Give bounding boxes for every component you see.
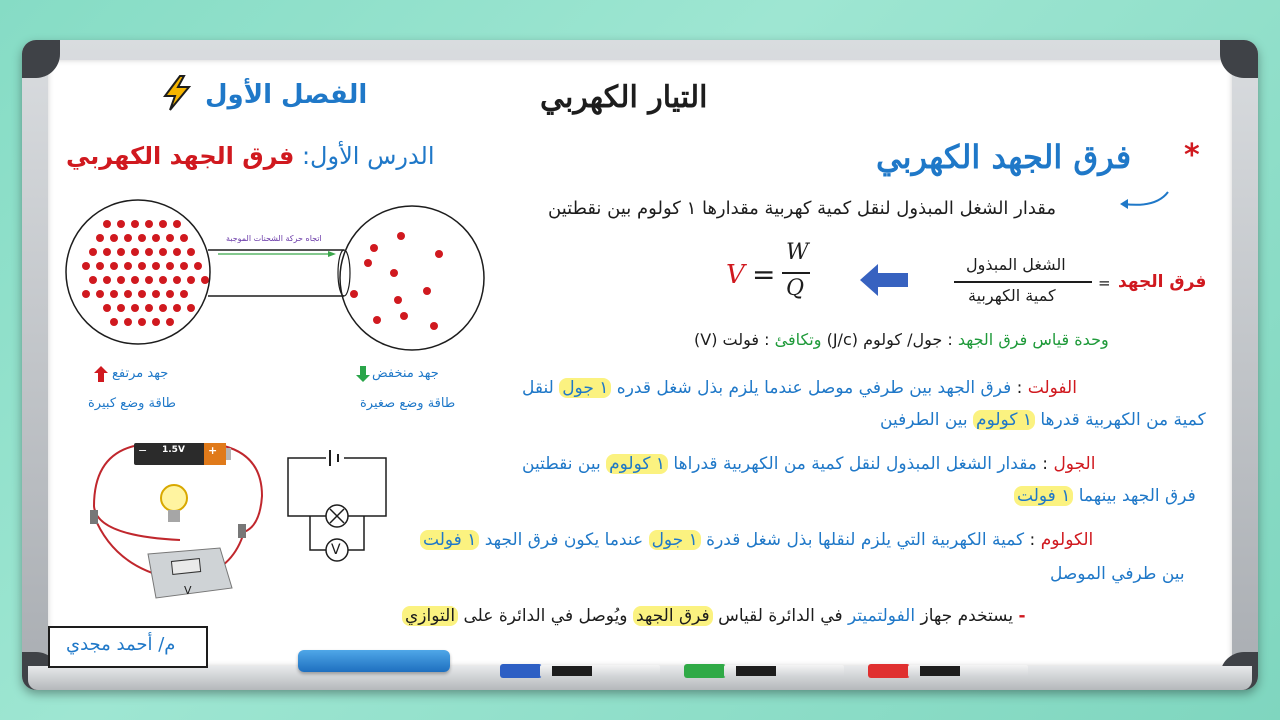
chapter-title: الفصل الأول [205,80,368,110]
formula-label: فرق الجهد [1118,272,1207,292]
charge-dot [103,276,111,284]
definition-coulomb: الكولوم : كمية الكهربية التي يلزم لنقلها بذل شغل قدرة ١ جول عندما يكون فرق الجهد ١ فولت [420,530,1093,550]
charge-dot [180,290,188,298]
formula-w: W [786,240,809,265]
charge-dot [131,248,139,256]
term-volt: الفولت [1027,378,1077,398]
charge-dot [166,262,174,270]
definition-coulomb-cont: بين طرفي الموصل [1050,564,1185,584]
formula-equals: = [1098,274,1111,292]
battery-plus: + [208,444,218,457]
section-definition: مقدار الشغل المبذول لنقل كمية كهربية مقدارها ١ كولوم بين نقطتين [548,198,1057,219]
green-marker [684,664,844,678]
left-caption-1: جهد مرتفع [112,366,169,381]
charge-dot [96,262,104,270]
fraction-bar [782,272,810,274]
section-star: * [1184,138,1200,173]
formula-numerator: الشغل المبذول [966,255,1066,274]
formula-symbol: V [726,260,745,290]
bulb-icon [161,485,187,522]
charge-dot [131,220,139,228]
conducting-wire [208,250,344,296]
charge-dot [173,304,181,312]
charge-dot [82,290,90,298]
charge-flow-diagram [62,196,492,356]
battery-minus: − [138,444,148,457]
low-potential-sphere [340,206,484,350]
charge-dot [166,318,174,326]
lesson-name: فرق الجهد الكهربي [66,142,295,170]
charge-dot [180,262,188,270]
charge-dot [131,276,139,284]
voltmeter-note: - يستخدم جهاز الفولتميتر في الدائرة لقياس فرق الجهد ويُوصل في الدائرة على التوازي [402,606,1026,626]
blue-marker [500,664,660,678]
arrow-left-icon [858,262,910,298]
charge-dot [117,220,125,228]
term-coulomb: الكولوم [1040,530,1094,550]
charge-dot [89,248,97,256]
lesson-title [66,142,435,170]
circuit-illustration [84,436,274,616]
charge-dot [124,318,132,326]
battery-label: 1.5V [162,445,185,455]
charge-dot [166,234,174,242]
charge-dot [103,220,111,228]
fraction-bar [954,281,1092,283]
charge-dot [82,262,90,270]
charge-dot [152,318,160,326]
unit-equivalent-label: وتكافئ [774,330,822,349]
red-marker [868,664,1028,678]
charge-dot [159,248,167,256]
charge-dot [96,290,104,298]
charge-dot [124,234,132,242]
unit-line: وحدة قياس فرق الجهد : جول/ كولوم (J/c) وتكافئ : فولت (V) [694,330,1109,349]
charge-dot [152,262,160,270]
charge-dot [131,304,139,312]
author-name: م/ أحمد مجدي [66,634,176,655]
charge-dot [124,290,132,298]
charge-dot [152,290,160,298]
charge-dot [117,304,125,312]
charge-dot [110,262,118,270]
unit-equivalent-value: : فولت (V) [694,330,770,349]
charge-dot [145,304,153,312]
formula-denominator: كمية الكهربية [968,286,1056,305]
charge-dot [145,220,153,228]
charge-dot [159,220,167,228]
formula-eq: = [752,258,776,291]
charge-dot [138,318,146,326]
charge-dot [201,276,209,284]
charge-dot [103,304,111,312]
lightning-icon [160,75,194,111]
left-caption-2: طاقة وضع كبيرة [88,396,177,411]
definition-volt: الفولت : فرق الجهد بين طرفي موصل عندما يلزم بذل شغل قدره ١ جول لنقل [522,378,1077,398]
eraser [298,650,450,672]
low-potential-charges [350,232,443,330]
charge-dot [145,276,153,284]
right-caption-1: جهد منخفض [372,366,439,381]
charge-dot [117,248,125,256]
definition-joule-cont: فرق الجهد بينهما ١ فولت [1014,486,1196,506]
unit-value: جول/ كولوم (J/c) [826,330,943,349]
charge-dot [187,248,195,256]
unit-label: وحدة قياس فرق الجهد [957,330,1109,349]
arrow-left-icon [1116,188,1172,214]
main-title: التيار الكهربي [540,80,708,115]
high-potential-charges [82,220,209,326]
charge-dot [187,304,195,312]
schematic-voltmeter-label: V [331,542,341,558]
definition-joule: الجول : مقدار الشغل المبذول لنقل كمية من الكهربية قدراها ١ كولوم بين نقطتين [522,454,1096,474]
arrow-down-icon [356,366,370,382]
right-caption-2: طاقة وضع صغيرة [360,396,456,411]
charge-dot [180,234,188,242]
charge-dot [166,290,174,298]
section-heading: فرق الجهد الكهربي [876,138,1132,176]
charge-dot [138,262,146,270]
charge-dot [145,248,153,256]
charge-dot [187,276,195,284]
charge-dot [124,262,132,270]
charge-dot [173,248,181,256]
charge-dot [117,276,125,284]
charge-dot [173,220,181,228]
charge-dot [152,234,160,242]
charge-dot [138,290,146,298]
formula-q: Q [786,276,805,301]
charge-dot [89,276,97,284]
term-joule: الجول [1053,454,1096,474]
charge-dot [138,234,146,242]
charge-dot [110,290,118,298]
charge-dot [194,262,202,270]
lesson-prefix: الدرس الأول: [301,142,435,170]
definition-volt-cont: كمية من الكهربية قدرها ١ كولوم بين الطرفين [880,410,1206,430]
charge-dot [173,276,181,284]
meter-symbol: V [184,584,192,597]
charge-dot [103,248,111,256]
charge-dot [96,234,104,242]
charge-dot [159,304,167,312]
arrow-up-icon [94,366,108,382]
charge-dot [110,234,118,242]
charge-dot [110,318,118,326]
flow-label: اتجاه حركة الشحنات الموجبة [226,234,322,243]
charge-dot [159,276,167,284]
